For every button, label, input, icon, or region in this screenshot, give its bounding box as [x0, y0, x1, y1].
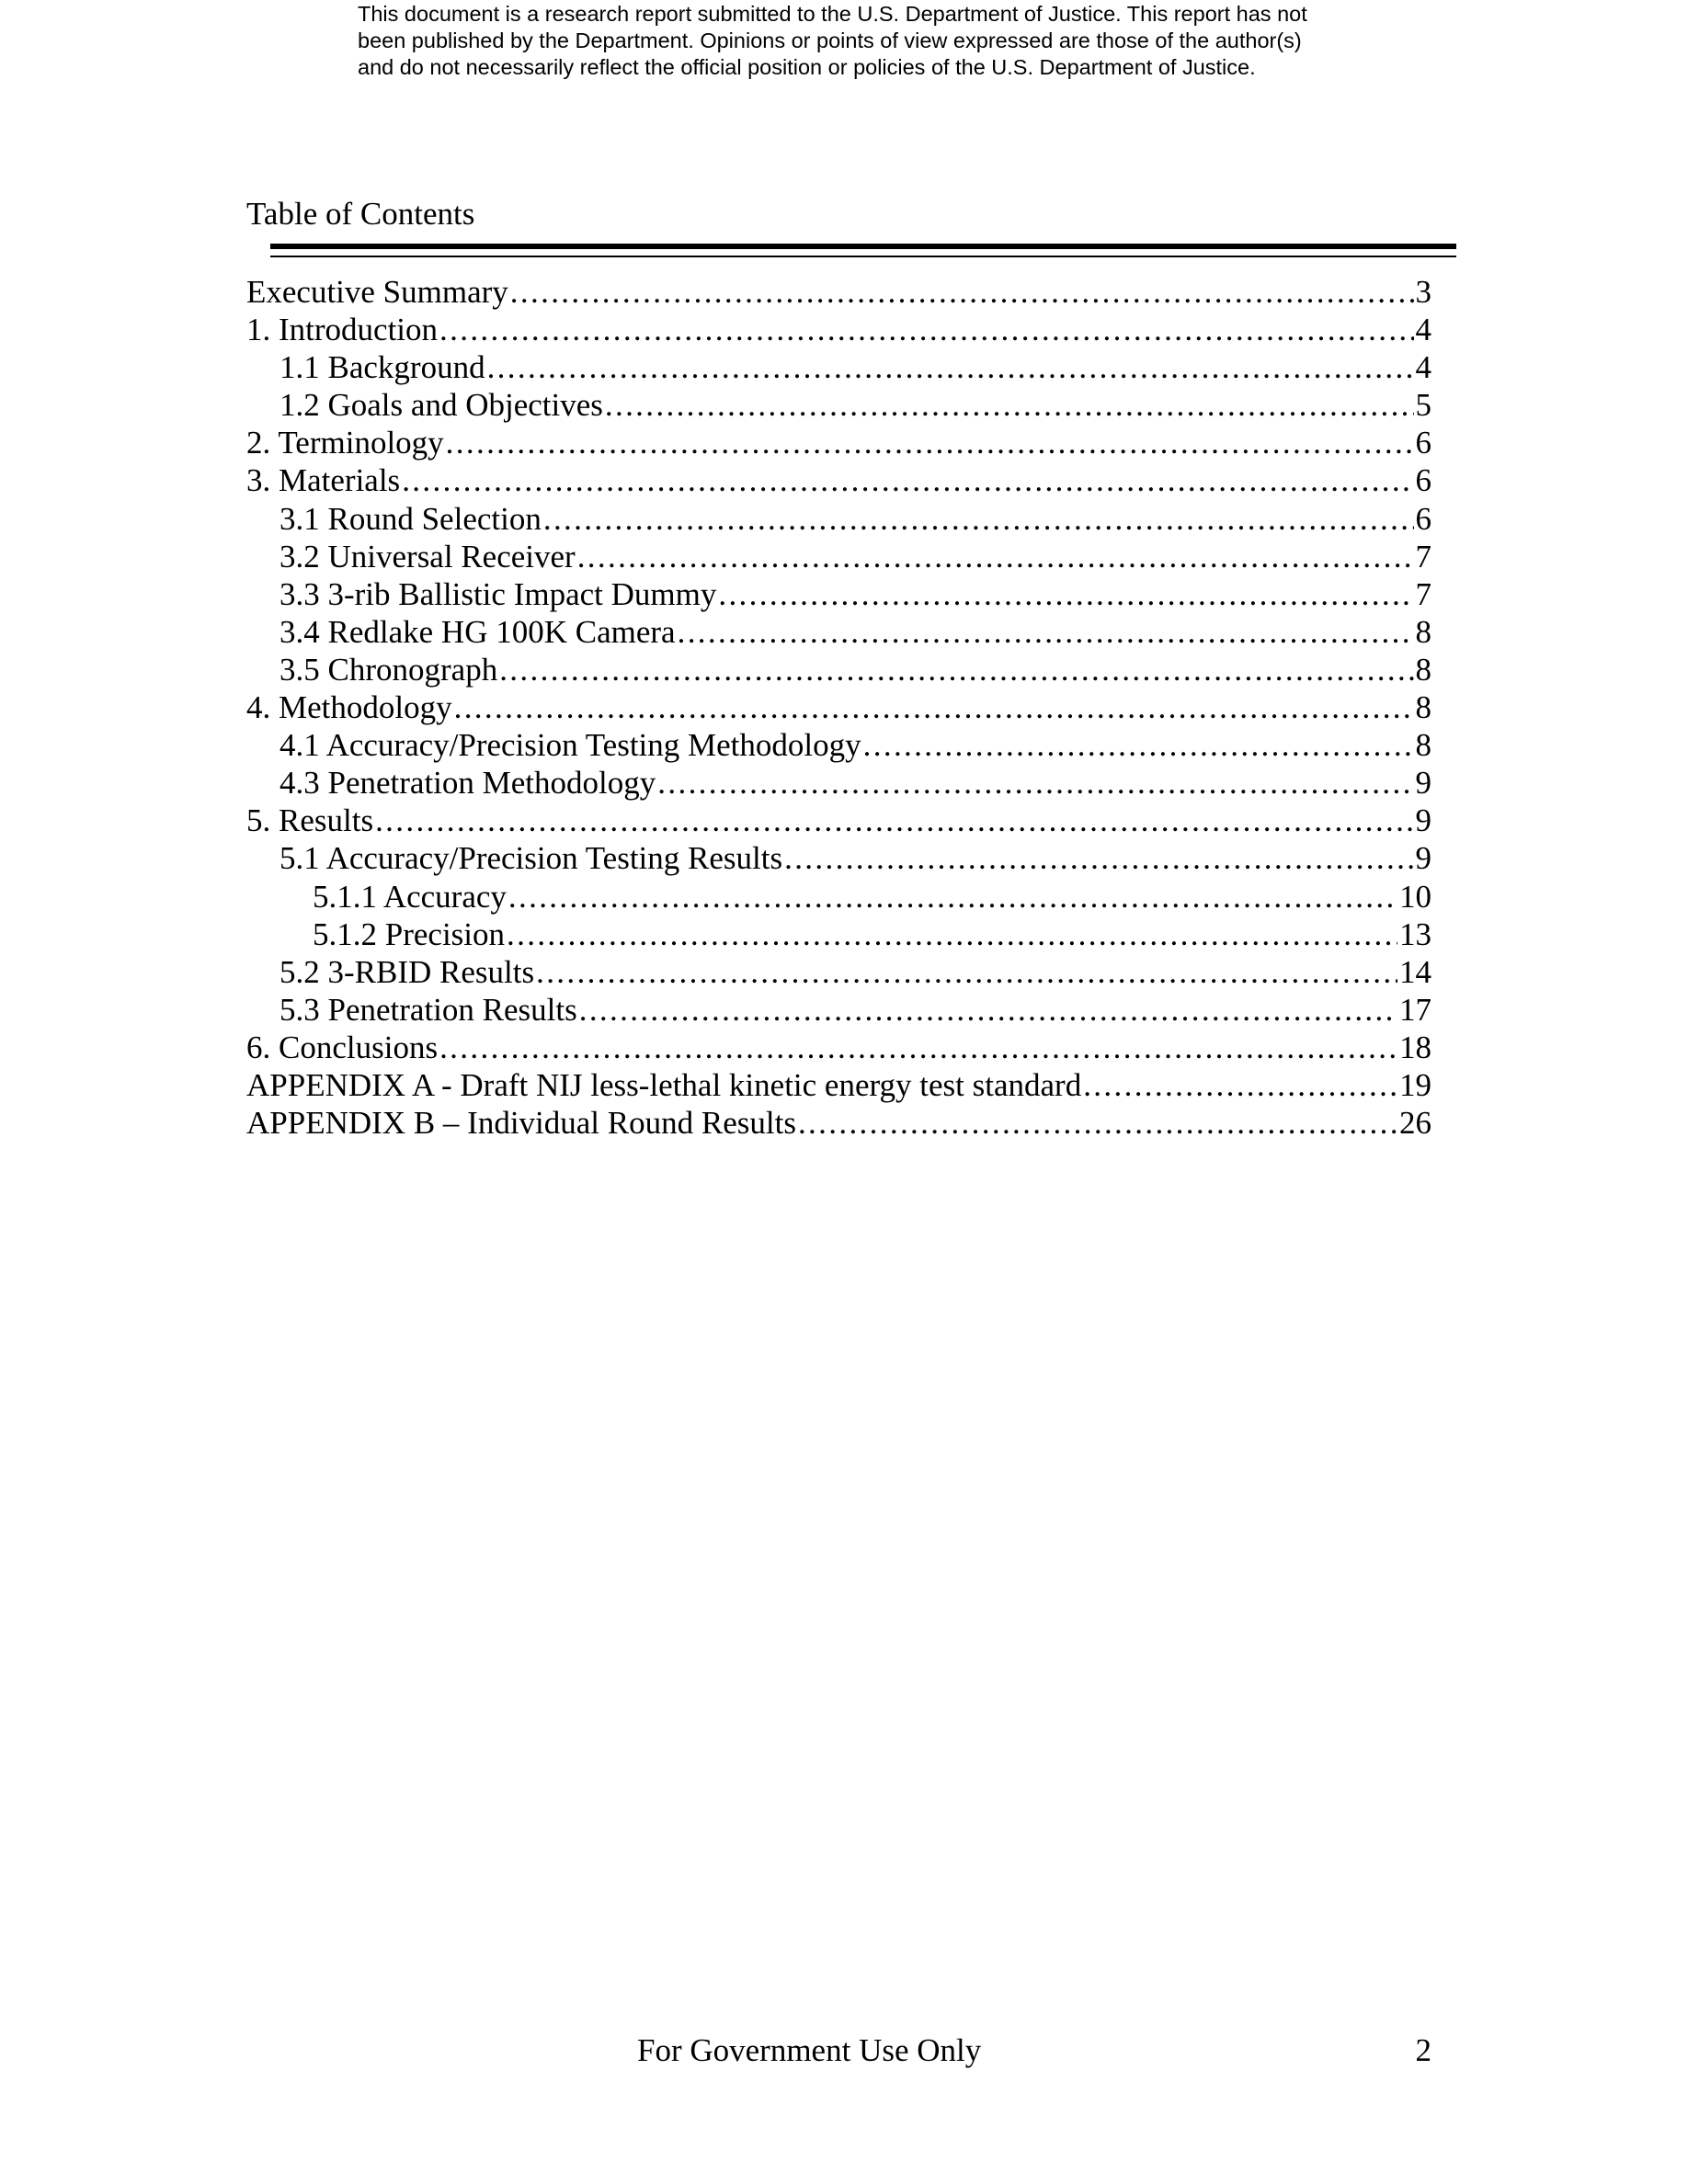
toc-entry-page: 9	[1415, 840, 1431, 877]
title-rule-thin	[270, 256, 1456, 257]
toc-entry-page: 5	[1415, 387, 1431, 424]
toc-entry[interactable]	[246, 1029, 1431, 1066]
toc-entry-label: APPENDIX A - Draft NIJ less-lethal kinetic energy test standard	[246, 1066, 1082, 1103]
toc-entry-label: 3.2 Universal Receiver	[279, 538, 576, 574]
footer-page-number: 2	[1415, 2032, 1431, 2068]
toc-entry-page: 13	[1399, 916, 1431, 952]
toc-entry-label: 5.2 3-RBID Results	[279, 953, 535, 990]
toc-entry[interactable]	[246, 1066, 1431, 1104]
toc-dot-leader	[678, 613, 1414, 651]
toc-dot-leader	[508, 878, 1397, 916]
toc-entry-page: 7	[1415, 575, 1431, 612]
toc-dot-leader	[510, 273, 1414, 311]
toc-entry-label: 4.3 Penetration Methodology	[279, 765, 656, 802]
toc-entry[interactable]	[246, 726, 1431, 764]
toc-entry-page: 17	[1399, 991, 1431, 1028]
toc-entry-page: 18	[1399, 1029, 1431, 1065]
toc-entry-page: 6	[1415, 500, 1431, 537]
toc-entry-page: 6	[1415, 462, 1431, 499]
toc-entry-label: 1.1 Background	[279, 349, 485, 386]
toc-entry[interactable]	[246, 651, 1431, 688]
toc-entry-label: Executive Summary	[246, 274, 508, 310]
toc-dot-leader	[657, 764, 1413, 802]
toc-dot-leader	[577, 538, 1414, 575]
toc-entry[interactable]	[246, 613, 1431, 651]
toc-entry-page: 8	[1415, 651, 1431, 688]
toc-entry-label: 5.1 Accuracy/Precision Testing Results	[279, 840, 783, 877]
toc-dot-leader	[605, 386, 1414, 424]
toc-entry-page: 3	[1415, 274, 1431, 310]
toc-entry[interactable]	[246, 839, 1431, 877]
toc-entry[interactable]	[246, 916, 1431, 953]
toc-entry[interactable]	[246, 1104, 1431, 1142]
toc-entry[interactable]	[246, 348, 1431, 386]
toc-entry[interactable]	[246, 386, 1431, 424]
toc-entry-page: 14	[1399, 953, 1431, 990]
toc-entry[interactable]	[246, 311, 1431, 348]
disclaimer-header	[358, 1, 1406, 81]
toc-entry-label: 6. Conclusions	[246, 1029, 439, 1065]
toc-dot-leader	[439, 311, 1413, 348]
toc-entry-label: 5.1.2 Precision	[313, 916, 506, 952]
toc-entry-page: 9	[1415, 765, 1431, 802]
toc-dot-leader	[798, 1104, 1397, 1142]
toc-entry-page: 8	[1415, 727, 1431, 764]
toc-dot-leader	[402, 461, 1413, 499]
toc-entry-label: 5.1.1 Accuracy	[313, 878, 507, 915]
toc-entry[interactable]	[246, 500, 1431, 538]
toc-entry[interactable]	[246, 575, 1431, 613]
toc-entry[interactable]	[246, 878, 1431, 916]
toc-dot-leader	[784, 839, 1413, 877]
title-rule-thick	[270, 244, 1456, 249]
toc-entry[interactable]	[246, 273, 1431, 311]
toc-entry-page: 26	[1399, 1105, 1431, 1142]
toc-dot-leader	[454, 688, 1414, 726]
toc-dot-leader	[863, 726, 1414, 764]
toc-entry-label: 1. Introduction	[246, 312, 439, 348]
disclaimer-line: and do not necessarily reflect the official position or policies of the U.S. Department of Justice.	[358, 55, 1256, 79]
toc-entry-page: 4	[1415, 312, 1431, 348]
toc-entry-label: 1.2 Goals and Objectives	[279, 387, 603, 424]
toc-dot-leader	[487, 348, 1414, 386]
toc-entry-label: 4.1 Accuracy/Precision Testing Methodology	[279, 727, 861, 764]
toc-dot-leader	[536, 953, 1397, 991]
toc-entry[interactable]	[246, 764, 1431, 802]
toc-entry-label: 3.4 Redlake HG 100K Camera	[279, 613, 676, 650]
toc-entry[interactable]	[246, 991, 1431, 1029]
disclaimer-line: This document is a research report submitted to the U.S. Department of Justice. This report has not	[358, 2, 1307, 26]
toc-entry[interactable]	[246, 688, 1431, 726]
toc-entry-label: 3. Materials	[246, 462, 401, 499]
toc-entry[interactable]	[246, 953, 1431, 991]
toc-entry[interactable]	[246, 538, 1431, 575]
toc-entry-label: 2. Terminology	[246, 425, 444, 461]
toc-entry-label: 5.3 Penetration Results	[279, 991, 577, 1028]
toc-entry-label: 5. Results	[246, 802, 374, 839]
toc-entry-label: 3.5 Chronograph	[279, 651, 498, 688]
footer-label: For Government Use Only	[637, 2032, 982, 2068]
toc-dot-leader	[507, 916, 1397, 953]
toc-entry-page: 6	[1415, 425, 1431, 461]
toc-entry-label: 3.1 Round Selection	[279, 500, 542, 537]
toc-entry[interactable]	[246, 461, 1431, 499]
toc-entry-page: 8	[1415, 613, 1431, 650]
toc-title: Table of Contents	[246, 196, 475, 232]
toc-entry-page: 4	[1415, 349, 1431, 386]
toc-dot-leader	[543, 500, 1414, 538]
toc-dot-leader	[579, 991, 1397, 1029]
toc-entry-page: 10	[1399, 878, 1431, 915]
disclaimer-line: been published by the Department. Opinions or points of view expressed are those of the author(s)	[358, 28, 1302, 52]
toc-list	[246, 273, 1431, 1142]
toc-dot-leader	[439, 1029, 1397, 1066]
toc-entry-label: APPENDIX B – Individual Round Results	[246, 1105, 796, 1142]
toc-entry-page: 7	[1415, 538, 1431, 574]
toc-entry[interactable]	[246, 802, 1431, 839]
toc-dot-leader	[499, 651, 1413, 688]
toc-dot-leader	[446, 424, 1414, 461]
toc-entry-page: 9	[1415, 802, 1431, 839]
toc-entry-page: 8	[1415, 689, 1431, 726]
toc-dot-leader	[718, 575, 1413, 613]
toc-entry[interactable]	[246, 424, 1431, 461]
toc-entry-page: 19	[1399, 1066, 1431, 1103]
toc-dot-leader	[1083, 1066, 1397, 1104]
toc-entry-label: 3.3 3-rib Ballistic Impact Dummy	[279, 575, 717, 612]
toc-dot-leader	[375, 802, 1413, 839]
toc-entry-label: 4. Methodology	[246, 689, 452, 726]
